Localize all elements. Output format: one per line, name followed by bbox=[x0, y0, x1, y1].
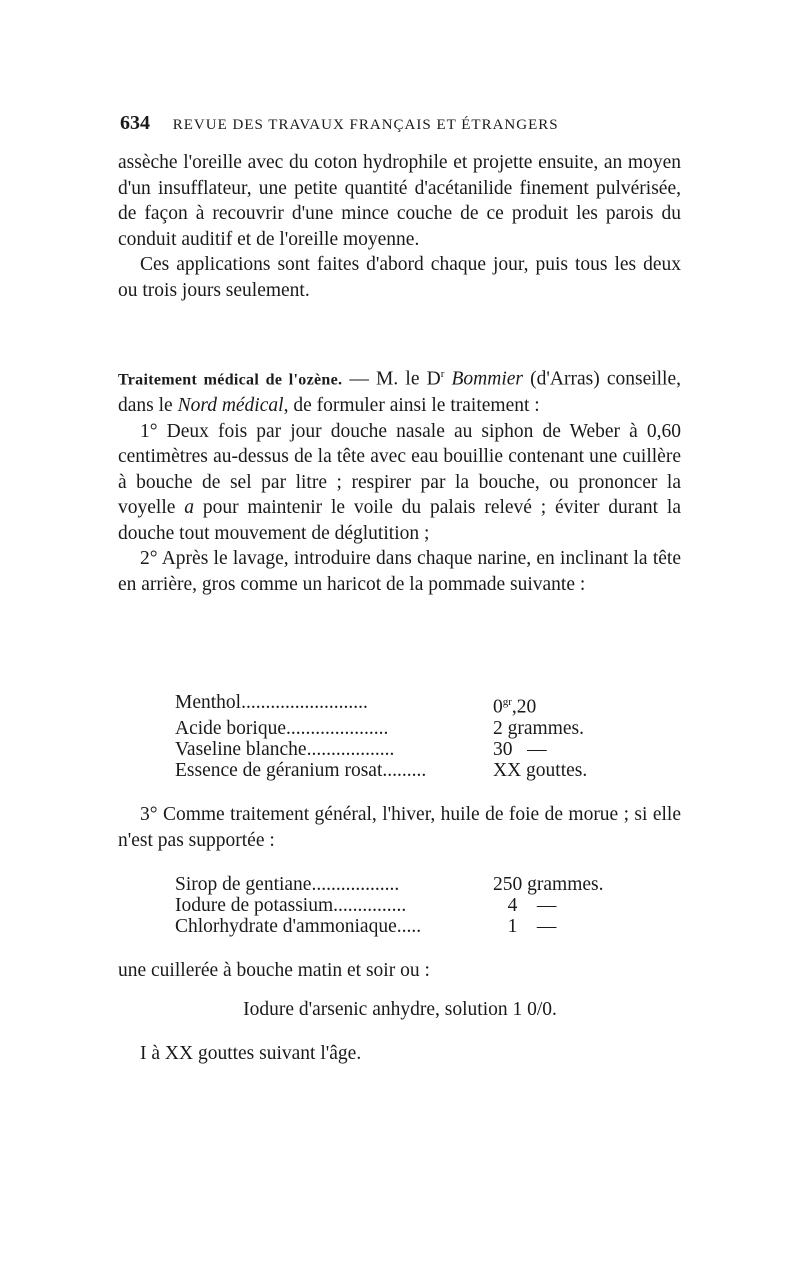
recipe-row: Essence de géranium rosat......... XX gouttes. bbox=[175, 759, 588, 781]
step-3-block bbox=[118, 802, 681, 853]
recipe-row: Sirop de gentiane.................. 250 grammes. bbox=[175, 874, 604, 895]
alternative-line: Iodure d'arsenic anhydre, solution 1 0/0. bbox=[243, 999, 557, 1020]
page-number: 634 bbox=[120, 112, 150, 134]
article-intro: Traitement médical de l'ozène. — M. le $D^r$ Bommier (d'Arras) conseille, dans le Nord médical, de formuler ainsi le traitement : bbox=[118, 368, 682, 416]
recipe-row: Acide borique..................... 2 grammes. bbox=[175, 717, 584, 739]
pommade-recipe bbox=[175, 692, 635, 781]
step-2: 2° Après le lavage, introduire dans chaque narine, en inclinant la tête en arrière, gros comme un haricot de la pommade suivante : bbox=[118, 548, 681, 595]
syrup-recipe bbox=[175, 874, 635, 937]
recipe-row: Vaseline blanche.................. 30 — bbox=[175, 738, 547, 760]
running-title: REVUE DES TRAVAUX FRANÇAIS ET ÉTRANGERS bbox=[172, 117, 559, 133]
final-line: I à XX gouttes suivant l'âge. bbox=[140, 1043, 362, 1064]
dosage-line: une cuillerée à bouche matin et soir ou : bbox=[118, 960, 430, 981]
article-body bbox=[118, 362, 681, 597]
recipe-row: Chlorhydrate d'ammoniaque..... 1 — bbox=[175, 916, 557, 937]
author-name: Bommier bbox=[451, 368, 523, 390]
recipe-row: Iodure de potassium............... 4 — bbox=[175, 895, 557, 916]
article-title: Traitement médical de l'ozène. bbox=[118, 371, 343, 389]
step-3: 3° Comme traitement général, l'hiver, huile de foie de morue ; si elle n'est pas supportée : bbox=[118, 804, 681, 851]
continuation-paragraph: assèche l'oreille avec du coton hydrophile et projette ensuite, an moyen d'un insufflateur, une petite quantité d'acétanilide finement pulvérisée, de façon à recouvrir d'une mince couche de ce produit les parois du conduit auditif et de l'oreille moyenne. bbox=[118, 152, 681, 250]
journal-name: Nord médical bbox=[177, 395, 284, 416]
running-header bbox=[120, 112, 680, 135]
step-1: 1° Deux fois par jour douche nasale au siphon de Weber à 0,60 centimètres au-dessus de la tête avec eau bouillie contenant une cuillère à bouche de sel par litre ; respirer par la bouche, ou prononcer la voyelle a pour maintenir le voile du palais relevé ; éviter durant la douche tout mouvement de déglutition ; bbox=[118, 420, 681, 544]
recipe-row: Menthol.......................... $0^{gr},20$ bbox=[175, 692, 537, 718]
followup-paragraph: Ces applications sont faites d'abord chaque jour, puis tous les deux ou trois jours seulement. bbox=[118, 254, 681, 301]
continuation-block bbox=[118, 150, 681, 303]
final-block bbox=[118, 1041, 681, 1067]
dosage-block bbox=[118, 958, 681, 984]
